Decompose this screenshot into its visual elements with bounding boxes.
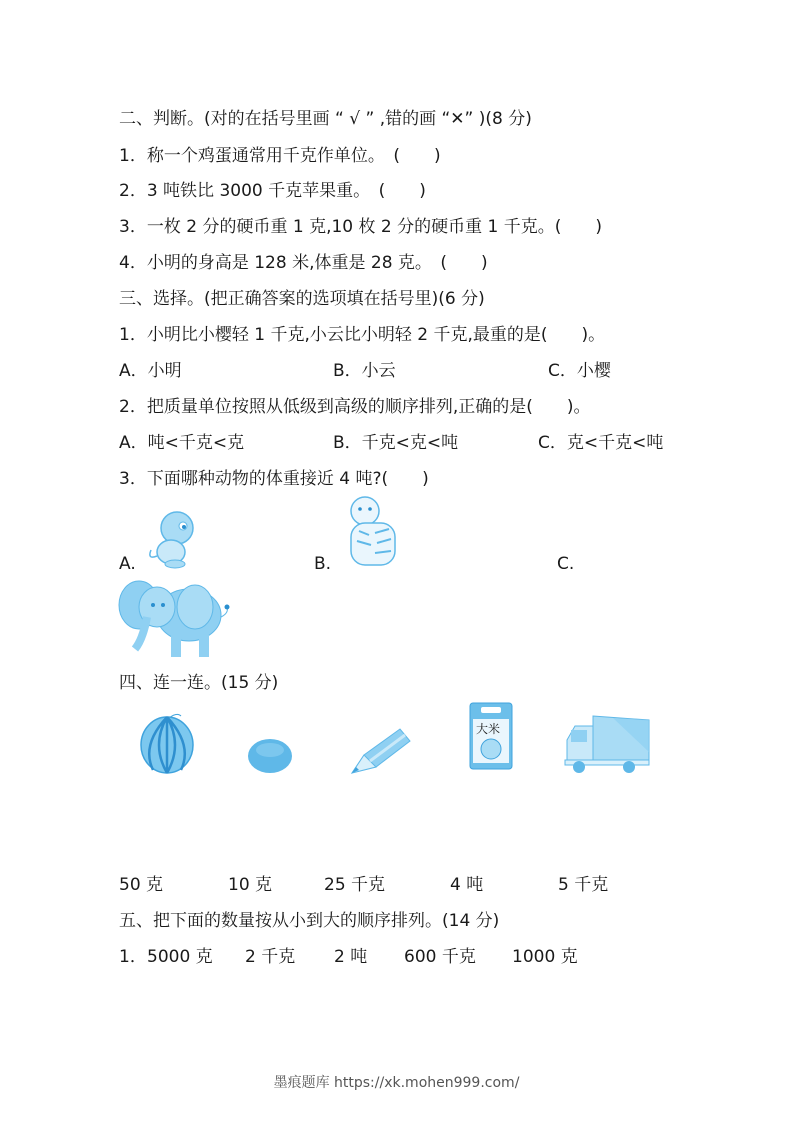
sort-item-4: 600 千克 [404, 947, 476, 967]
unit-label-3: 25 千克 [324, 875, 386, 895]
judge-item-1: 1．称一个鸡蛋通常用千克作单位。 ( ) [119, 146, 441, 166]
tiger-image [345, 493, 401, 569]
section4-title: 四、连一连。(15 分) [119, 673, 279, 693]
unit-label-1: 50 克 [119, 875, 164, 895]
sort-item-3: 2 吨 [334, 947, 368, 967]
q1-option-b: B．小云 [333, 361, 396, 381]
q2-option-b: B．千克<克<吨 [333, 433, 459, 453]
rice-label: 大米 [476, 722, 501, 736]
choice-q2: 2．把质量单位按照从低级到高级的顺序排列,正确的是( )。 [119, 397, 591, 417]
choice-q1: 1．小明比小樱轻 1 千克,小云比小明轻 2 千克,最重的是( )。 [119, 325, 606, 345]
q1-option-a: A．小明 [119, 361, 182, 381]
sort-item-5: 1000 克 [512, 947, 578, 967]
sort-q1-prefix: 1． [119, 947, 147, 967]
rice-bag-image [467, 701, 515, 771]
unit-label-5: 5 千克 [558, 875, 609, 895]
sort-item-2: 2 千克 [245, 947, 296, 967]
watermelon-image [137, 710, 197, 774]
q2-option-c: C．克<千克<吨 [538, 433, 664, 453]
q3-option-a: A. [119, 554, 136, 574]
section3-title: 三、选择。(把正确答案的选项填在括号里)(6 分) [119, 289, 485, 309]
judge-item-2: 2．3 吨铁比 3000 千克苹果重。 ( ) [119, 181, 426, 201]
section5-title: 五、把下面的数量按从小到大的顺序排列。(14 分) [119, 911, 500, 931]
egg-image [246, 738, 294, 774]
unit-label-4: 4 吨 [450, 875, 484, 895]
pencil-image [350, 725, 415, 775]
truck-image [563, 712, 653, 774]
section2-title: 二、判断。(对的在括号里画 “ √ ” ,错的画 “✕” )(8 分) [119, 109, 532, 129]
q1-option-c: C．小樱 [548, 361, 611, 381]
choice-q3: 3．下面哪种动物的体重接近 4 吨?( ) [119, 469, 429, 489]
monkey-image [145, 506, 203, 570]
unit-label-2: 10 克 [228, 875, 273, 895]
elephant-image [117, 577, 232, 659]
q3-option-b: B. [314, 554, 332, 574]
sort-item-1: 5000 克 [147, 947, 213, 967]
q3-option-c: C. [557, 554, 575, 574]
q2-option-a: A．吨<千克<克 [119, 433, 245, 453]
footer-watermark: 墨痕题库 https://xk.mohen999.com/ [273, 1075, 520, 1091]
judge-item-4: 4．小明的身高是 128 米,体重是 28 克。 ( ) [119, 253, 488, 273]
judge-item-3: 3．一枚 2 分的硬币重 1 克,10 枚 2 分的硬币重 1 千克。( ) [119, 217, 603, 237]
